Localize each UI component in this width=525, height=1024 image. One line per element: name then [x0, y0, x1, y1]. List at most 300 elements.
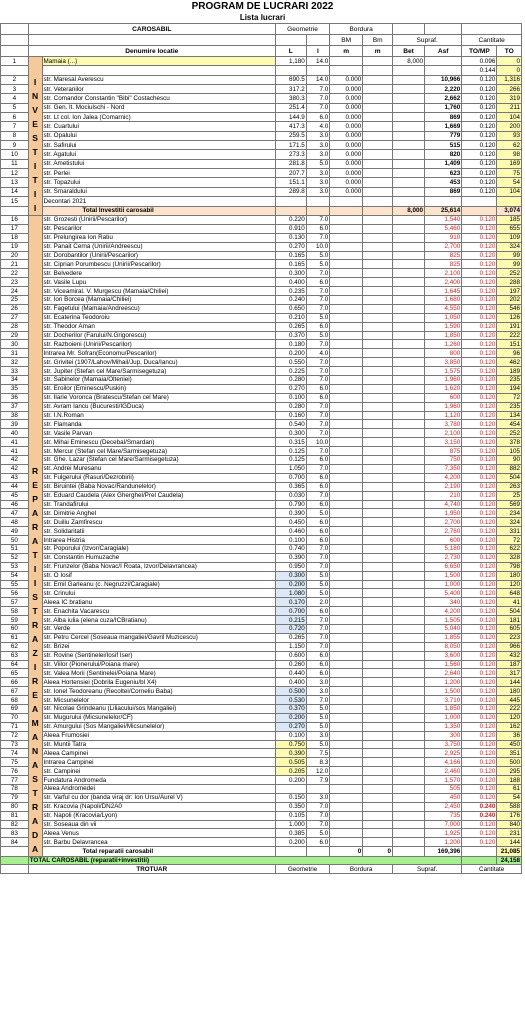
to-cell: 36	[497, 731, 522, 740]
row-number-cell: 74	[1, 749, 29, 758]
table-row	[1, 607, 522, 616]
bet-cell	[393, 713, 425, 722]
location-name-cell: str. Ametistului	[42, 159, 275, 168]
row-number-cell: 41	[1, 447, 29, 456]
row-number-cell: 80	[1, 802, 29, 811]
length-cell: 0.400	[275, 278, 306, 287]
to-cell: 882	[497, 464, 522, 473]
to-cell: 588	[497, 802, 522, 811]
asf-cell	[425, 66, 462, 75]
tomp-cell: 0.120	[462, 367, 497, 376]
row-number-cell: 29	[1, 331, 29, 340]
header-asf: Asf	[425, 46, 462, 57]
tomp-cell: 0.120	[462, 633, 497, 642]
table-row	[1, 216, 522, 225]
asf-cell: 3,150	[425, 438, 462, 447]
bordura-m-cell	[330, 802, 363, 811]
table-row	[1, 518, 522, 527]
table-row	[1, 66, 522, 75]
asf-cell: 5,040	[425, 624, 462, 633]
bordura-m-cell	[330, 651, 363, 660]
bordura-m2-cell	[363, 687, 393, 696]
tomp-cell	[462, 197, 497, 206]
side-letter: A	[32, 634, 39, 644]
bordura-m-cell: 0.000	[330, 159, 363, 168]
bordura-m-cell	[330, 296, 363, 305]
bet-cell	[393, 411, 425, 420]
bordura-m2-cell	[363, 420, 393, 429]
side-label-investitii	[28, 57, 42, 216]
tomp-cell: 0.120	[462, 598, 497, 607]
bet-cell	[393, 482, 425, 491]
location-name-cell: str. Soseaua din vii	[42, 820, 275, 829]
location-name-cell: str. Agatului	[42, 150, 275, 159]
table-row	[1, 829, 522, 838]
asf-cell: 3,750	[425, 740, 462, 749]
to-cell: 54	[497, 178, 522, 187]
bordura-m-cell: 0.000	[330, 75, 363, 84]
table-row	[1, 384, 522, 393]
table-row	[1, 527, 522, 536]
bordura-m2-cell	[363, 242, 393, 251]
width-cell: 7.0	[306, 642, 329, 651]
location-name-cell: Aleea Hortensiei (Dobrila Eugeniu/bl X4)	[42, 678, 275, 687]
asf-cell: 2,400	[425, 278, 462, 287]
location-name-cell: str. Belvedere	[42, 269, 275, 278]
width-cell: 7.9	[306, 776, 329, 785]
side-letter: I	[33, 578, 37, 588]
table-row	[1, 687, 522, 696]
table-row	[1, 402, 522, 411]
bet-cell	[393, 447, 425, 456]
to-cell: 144	[497, 838, 522, 847]
bordura-m-cell	[330, 633, 363, 642]
width-cell: 5.0	[306, 580, 329, 589]
location-name-cell: str. Ciprian Porumbescu (Unirii/Pescarilor)	[42, 260, 275, 269]
location-name-cell: Aleea Frumosiei	[42, 731, 275, 740]
location-name-cell: Decontari 2021	[42, 197, 275, 206]
to-cell: 252	[497, 429, 522, 438]
bordura-m2-cell	[363, 580, 393, 589]
bordura-m-cell: 0.000	[330, 103, 363, 112]
asf-cell: 750	[425, 456, 462, 465]
length-cell: 0.130	[275, 233, 306, 242]
bet-cell	[393, 731, 425, 740]
length-cell: 0.600	[275, 651, 306, 660]
tomp-cell: 0.120	[462, 313, 497, 322]
location-name-cell: str. Mihai Eminescu (Decebal/Smardan)	[42, 438, 275, 447]
total-reparatii-label: Total reparatii carosabil	[42, 847, 275, 857]
length-cell: 0.370	[275, 331, 306, 340]
bet-cell	[393, 580, 425, 589]
width-cell: 7.0	[306, 304, 329, 313]
side-letter: R	[32, 620, 39, 630]
row-number-cell: 37	[1, 402, 29, 411]
asf-cell: 2,640	[425, 669, 462, 678]
bet-cell	[393, 571, 425, 580]
tomp-cell: 0.120	[462, 838, 497, 847]
page-title: PROGRAM DE LUCRARI 2022	[191, 1, 334, 12]
bet-cell	[393, 216, 425, 225]
tomp-cell: 0.120	[462, 349, 497, 358]
asf-cell: 1,540	[425, 216, 462, 225]
side-letter: S	[32, 592, 38, 602]
table-row	[1, 429, 522, 438]
asf-cell: 3,600	[425, 651, 462, 660]
bordura-m2-cell	[363, 322, 393, 331]
location-name-cell: str. Mugurului (Micsunelelor/CF)	[42, 713, 275, 722]
length-cell: 0.650	[275, 304, 306, 313]
row-number-cell: 81	[1, 811, 29, 820]
tomp-cell: 0.120	[462, 438, 497, 447]
row-number-cell: 47	[1, 509, 29, 518]
row-number-cell: 53	[1, 562, 29, 571]
width-cell: 6.0	[306, 669, 329, 678]
bordura-m-cell	[330, 500, 363, 509]
bordura-m-cell	[330, 429, 363, 438]
location-name-cell: str. Dorobantilor (Unirii/Pescarilor)	[42, 251, 275, 260]
to-cell: 234	[497, 509, 522, 518]
tomp-cell: 0.120	[462, 94, 497, 103]
table-row	[1, 731, 522, 740]
to-cell: 99	[497, 260, 522, 269]
tomp-cell: 0.120	[462, 402, 497, 411]
width-cell: 5.0	[306, 251, 329, 260]
to-cell: 546	[497, 304, 522, 313]
side-letter: I	[33, 564, 37, 574]
table-row	[1, 150, 522, 159]
bet-cell	[393, 242, 425, 251]
table-row	[1, 669, 522, 678]
width-cell: 6.0	[306, 660, 329, 669]
cell-tomp	[462, 206, 497, 216]
bordura-m-cell: 0.000	[330, 131, 363, 140]
asf-cell: 600	[425, 536, 462, 545]
tomp-cell: 0.120	[462, 103, 497, 112]
asf-cell: 2,662	[425, 94, 462, 103]
table-row	[1, 159, 522, 168]
bordura-m-cell	[330, 313, 363, 322]
table-row	[1, 456, 522, 465]
side-letter: N	[32, 91, 39, 101]
length-cell: 0.200	[275, 580, 306, 589]
asf-cell: 1,260	[425, 340, 462, 349]
asf-cell: 453	[425, 178, 462, 187]
location-name-cell: Aleea Campinei	[42, 749, 275, 758]
row-number-cell: 49	[1, 527, 29, 536]
tomp-cell: 0.120	[462, 642, 497, 651]
asf-cell: 825	[425, 260, 462, 269]
table-row	[1, 624, 522, 633]
location-name-cell: str. Flamanda	[42, 420, 275, 429]
length-cell: 0.165	[275, 260, 306, 269]
cell-to: 3,074	[497, 206, 522, 216]
length-cell: 0.460	[275, 527, 306, 536]
bet-cell	[393, 589, 425, 598]
bordura-m-cell	[330, 322, 363, 331]
width-cell: 7.0	[306, 340, 329, 349]
to-cell: 252	[497, 269, 522, 278]
location-name-cell: str. Alba iulia (elena cuza/ICBratianu)	[42, 616, 275, 625]
location-name-cell: str. Safirului	[42, 141, 275, 150]
cell-bet	[393, 847, 425, 857]
bet-cell	[393, 269, 425, 278]
header-carosabil: CAROSABIL	[28, 24, 275, 35]
table-row	[1, 122, 522, 131]
table-row	[1, 482, 522, 491]
bordura-m2-cell	[363, 224, 393, 233]
bordura-m-cell	[330, 767, 363, 776]
cell-L	[275, 206, 306, 216]
bordura-m2-cell	[363, 251, 393, 260]
asf-cell: 1,669	[425, 122, 462, 131]
to-cell: 655	[497, 224, 522, 233]
width-cell: 7.0	[306, 367, 329, 376]
asf-cell: 2,925	[425, 749, 462, 758]
tomp-cell: 0.120	[462, 624, 497, 633]
to-cell: 235	[497, 402, 522, 411]
cell-tomp	[462, 857, 497, 865]
width-cell: 5.0	[306, 331, 329, 340]
row-number-cell: 55	[1, 580, 29, 589]
bordura-m-cell	[330, 758, 363, 767]
tomp-cell: 0.120	[462, 660, 497, 669]
asf-cell: 1,050	[425, 313, 462, 322]
bordura-m2-cell	[363, 367, 393, 376]
bordura-m2-cell	[363, 509, 393, 518]
row-number-cell: 65	[1, 669, 29, 678]
table-row	[1, 260, 522, 269]
length-cell: 1.000	[275, 820, 306, 829]
location-name-cell: str. Nicolae Grindeanu (Liliacului/sos Mangaliei)	[42, 704, 275, 713]
length-cell: 0.540	[275, 420, 306, 429]
bet-cell	[393, 838, 425, 847]
bordura-m2-cell	[363, 313, 393, 322]
bordura-m-cell	[330, 731, 363, 740]
bordura-m2-cell	[363, 278, 393, 287]
bordura-m-cell	[330, 216, 363, 225]
length-cell: 0.500	[275, 687, 306, 696]
bordura-m2-cell	[363, 838, 393, 847]
bordura-m2-cell	[363, 482, 393, 491]
bordura-m2-cell	[363, 197, 393, 206]
location-name-cell: str. Barbu Delavrancea	[42, 838, 275, 847]
row-number-cell: 12	[1, 169, 29, 178]
row-number-cell: 1	[1, 57, 29, 66]
to-cell: 90	[497, 456, 522, 465]
location-name-cell: str. Muntii Tatra	[42, 740, 275, 749]
side-letter: I	[33, 189, 37, 199]
bet-cell	[393, 704, 425, 713]
to-cell: 120	[497, 713, 522, 722]
bordura-m-cell	[330, 367, 363, 376]
tomp-cell: 0.120	[462, 464, 497, 473]
length-cell: 0.215	[275, 616, 306, 625]
side-letter: A	[32, 536, 39, 546]
asf-cell: 1,950	[425, 509, 462, 518]
table-row	[1, 785, 522, 794]
tomp-cell: 0.120	[462, 536, 497, 545]
to-cell: 25	[497, 491, 522, 500]
bet-cell	[393, 767, 425, 776]
row-number-cell: 8	[1, 131, 29, 140]
bordura-m2-cell	[363, 349, 393, 358]
row-number-cell: 61	[1, 633, 29, 642]
bordura-m2-cell	[363, 384, 393, 393]
bordura-m2-cell	[363, 57, 393, 66]
bordura-m-cell	[330, 722, 363, 731]
length-cell: 251.4	[275, 103, 306, 112]
to-cell: 191	[497, 322, 522, 331]
tomp-cell: 0.120	[462, 722, 497, 731]
to-cell: 500	[497, 758, 522, 767]
row-number-cell: 82	[1, 820, 29, 829]
to-cell: 454	[497, 420, 522, 429]
width-cell: 7.0	[306, 811, 329, 820]
row-number-cell: 36	[1, 393, 29, 402]
bordura-m2-cell	[363, 150, 393, 159]
bordura-m-cell	[330, 607, 363, 616]
bordura-m2-cell	[363, 169, 393, 178]
location-name-cell: str. Smaraldului	[42, 187, 275, 196]
bet-cell	[393, 616, 425, 625]
bordura-m-cell	[330, 642, 363, 651]
length-cell: 0.950	[275, 562, 306, 571]
row-number-cell: 18	[1, 233, 29, 242]
tomp-cell: 0.120	[462, 304, 497, 313]
row-number-cell: 73	[1, 740, 29, 749]
asf-cell: 2,450	[425, 802, 462, 811]
width-cell: 6.0	[306, 322, 329, 331]
width-cell: 7.0	[306, 216, 329, 225]
width-cell: 3.0	[306, 178, 329, 187]
bet-cell	[393, 349, 425, 358]
bordura-m2-cell	[363, 340, 393, 349]
header-to: TO	[497, 46, 522, 57]
bet-cell	[393, 340, 425, 349]
bordura-m2-cell	[363, 607, 393, 616]
bordura-m-cell	[330, 304, 363, 313]
to-cell: 648	[497, 589, 522, 598]
width-cell: 7.0	[306, 447, 329, 456]
bordura-m2-cell	[363, 411, 393, 420]
table-row	[1, 322, 522, 331]
location-name-cell: str. Cuartului	[42, 122, 275, 131]
width-cell: 5.0	[306, 159, 329, 168]
row-number-cell: 60	[1, 624, 29, 633]
tomp-cell: 0.120	[462, 113, 497, 122]
width-cell: 4.0	[306, 349, 329, 358]
bordura-m2-cell	[363, 287, 393, 296]
side-letter: T	[32, 606, 38, 616]
row-number-cell: 42	[1, 456, 29, 465]
length-cell: 0.260	[275, 660, 306, 669]
tomp-cell: 0.120	[462, 242, 497, 251]
bet-cell	[393, 776, 425, 785]
location-name-cell: str. Ionel Teodoreanu (Recoltei/Corneliu Baba)	[42, 687, 275, 696]
bordura-m-cell	[330, 197, 363, 206]
bordura-m2-cell	[363, 464, 393, 473]
bet-cell	[393, 722, 425, 731]
length-cell: 380.3	[275, 94, 306, 103]
bordura-m-cell	[330, 491, 363, 500]
asf-cell: 1,855	[425, 633, 462, 642]
bordura-m-cell	[330, 482, 363, 491]
bordura-m2-cell	[363, 598, 393, 607]
location-name-cell: str. Varful cu dor (banda viraj dr: Ion Ursu/Aurel V)	[42, 793, 275, 802]
length-cell: 0.125	[275, 456, 306, 465]
bet-cell	[393, 331, 425, 340]
location-name-cell: Intrarea Campinei	[42, 758, 275, 767]
header-denumire: Denumire locatie	[28, 46, 275, 57]
location-name-cell: str. Micsunelelor	[42, 696, 275, 705]
table-row	[1, 776, 522, 785]
row-number-cell: 52	[1, 553, 29, 562]
row-number-cell: 19	[1, 242, 29, 251]
asf-cell: 4,166	[425, 758, 462, 767]
row-number-cell	[1, 857, 29, 865]
bordura-m2-cell	[363, 402, 393, 411]
to-cell: 72	[497, 393, 522, 402]
to-cell: 126	[497, 313, 522, 322]
length-cell: 0.440	[275, 669, 306, 678]
asf-cell: 2,220	[425, 85, 462, 94]
table-row	[1, 678, 522, 687]
bordura-m-cell	[330, 704, 363, 713]
row-number-cell: 10	[1, 150, 29, 159]
to-cell: 319	[497, 94, 522, 103]
bet-cell	[393, 402, 425, 411]
bordura-m2-cell	[363, 811, 393, 820]
location-name-cell: Aleea Andromedei	[42, 785, 275, 794]
row-number-cell: 71	[1, 722, 29, 731]
tomp-cell: 0.120	[462, 731, 497, 740]
bordura-m-cell	[330, 527, 363, 536]
asf-cell: 210	[425, 491, 462, 500]
side-letter: A	[32, 704, 39, 714]
table-row	[1, 802, 522, 811]
width-cell: 7.0	[306, 233, 329, 242]
length-cell: 0.315	[275, 438, 306, 447]
bordura-m-cell	[330, 251, 363, 260]
header-bordura: Bordura	[330, 24, 393, 35]
bordura-m-cell	[330, 562, 363, 571]
bordura-m2-cell	[363, 233, 393, 242]
location-name-cell: str. Theodor Aman	[42, 322, 275, 331]
bet-cell	[393, 696, 425, 705]
bordura-m2-cell	[363, 66, 393, 75]
to-cell: 0	[497, 66, 522, 75]
bet-cell	[393, 758, 425, 767]
table-row	[1, 313, 522, 322]
bordura-m-cell	[330, 287, 363, 296]
asf-cell: 825	[425, 251, 462, 260]
bordura-m-cell	[330, 376, 363, 385]
bordura-m2-cell	[363, 527, 393, 536]
bet-cell	[393, 536, 425, 545]
bet-cell	[393, 553, 425, 562]
width-cell: 6.0	[306, 651, 329, 660]
to-cell: 798	[497, 562, 522, 571]
total-label: Total Investitii carosabil	[42, 206, 275, 216]
length-cell: 0.550	[275, 358, 306, 367]
cell-asf: 169,396	[425, 847, 462, 857]
bordura-m-cell	[330, 447, 363, 456]
bet-cell	[393, 322, 425, 331]
asf-cell: 300	[425, 731, 462, 740]
bordura-m2-cell	[363, 678, 393, 687]
tomp-cell: 0.120	[462, 296, 497, 305]
